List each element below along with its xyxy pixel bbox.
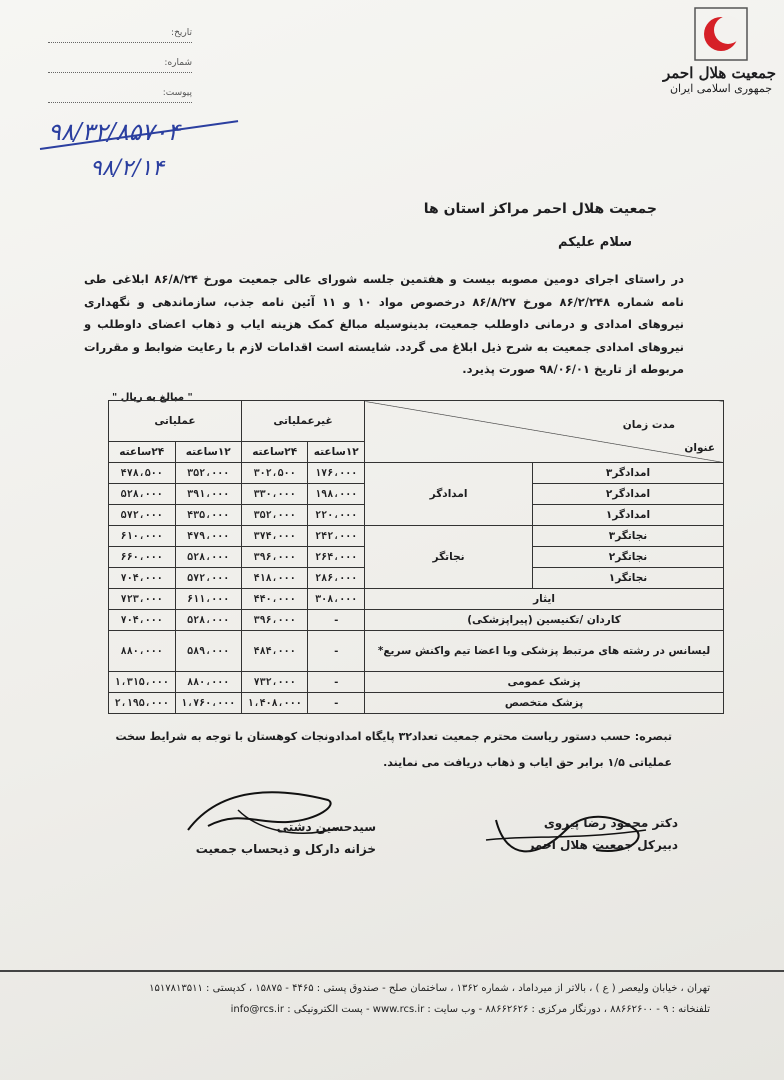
row-title: لیسانس در رشته های مرتبط پزشکی وبا اعضا تیم واکنش سریع* [365, 631, 724, 672]
table-row [109, 610, 724, 631]
cell-non-op-24h: ۴۸۴،۰۰۰ [241, 631, 307, 672]
footnote-text: حسب دستور ریاست محترم جمعیت تعداد۳۲ پایگاه امدادونجات کوهستان با توجه به شرایط سخت عملیاتی ۱/۵ برابر حق ایاب و ذهاب دریافت می نمایند. [115, 730, 672, 769]
cell-non-op-12h: ۲۸۶،۰۰۰ [308, 568, 365, 589]
cell-op-12h: ۵۷۲،۰۰۰ [175, 568, 241, 589]
date-field [48, 26, 192, 43]
header-op-24h: ۲۴ساعته [109, 442, 176, 463]
row-title: نجاتگر۱ [533, 568, 724, 589]
header-operational: عملیاتی [109, 401, 242, 442]
cell-non-op-24h: ۷۳۲،۰۰۰ [241, 672, 307, 693]
header-title: عنوان [684, 442, 715, 454]
group-label-amdadgar: امدادگر [365, 463, 533, 526]
table-row [109, 589, 724, 610]
footer [70, 978, 710, 1020]
cell-non-op-24h: ۳۹۶،۰۰۰ [241, 547, 307, 568]
cell-op-12h: ۳۵۲،۰۰۰ [175, 463, 241, 484]
red-crescent-logo-icon [693, 6, 749, 62]
signer-left-title: خزانه دارکل و ذیحساب جمعیت [195, 842, 376, 856]
row-title: ایثار [365, 589, 724, 610]
handwritten-date: ۹۸/۲/۱۴ [90, 156, 164, 181]
cell-op-24h: ۲،۱۹۵،۰۰۰ [109, 693, 176, 714]
table-row [109, 672, 724, 693]
cell-op-12h: ۶۱۱،۰۰۰ [175, 589, 241, 610]
signature-left [186, 816, 376, 860]
cell-op-24h: ۶۶۰،۰۰۰ [109, 547, 176, 568]
cell-op-24h: ۱،۳۱۵،۰۰۰ [109, 672, 176, 693]
recipient: جمعیت هلال احمر مراکز استان ها [423, 201, 657, 217]
cell-non-op-24h: ۳۵۲،۰۰۰ [241, 505, 307, 526]
attachment-field [48, 86, 192, 103]
header-non-operational: غیرعملیاتی [241, 401, 364, 442]
signer-left-name: سیدحسین دشتی [276, 820, 376, 834]
signature-right [488, 812, 678, 856]
org-country: جمهوری اسلامی ایران [669, 82, 773, 95]
cell-non-op-24h: ۳۳۰،۰۰۰ [241, 484, 307, 505]
cell-op-12h: ۵۸۹،۰۰۰ [175, 631, 241, 672]
footnote-label: تبصره: [634, 730, 672, 743]
cell-op-12h: ۳۹۱،۰۰۰ [175, 484, 241, 505]
header-diagonal-cell [365, 401, 724, 463]
cell-non-op-24h: ۴۱۸،۰۰۰ [241, 568, 307, 589]
cell-non-op-12h: ۳۰۸،۰۰۰ [308, 589, 365, 610]
date-label: تاریخ: [171, 28, 192, 38]
row-title: نجاتگر۲ [533, 547, 724, 568]
footer-contact: تلفنخانه : ۹ - ۸۸۶۶۲۶۰۰ ، دورنگار مرکزی : ۸۸۶۶۲۶۲۶ - وب سایت : www.rcs.ir - پست الکترونیکی : info@rcs.ir [230, 1004, 710, 1015]
cell-non-op-24h: ۳۹۶،۰۰۰ [241, 610, 307, 631]
header-op-12h: ۱۲ساعته [175, 442, 241, 463]
cell-non-op-12h: ۲۲۰،۰۰۰ [308, 505, 365, 526]
cell-op-12h: ۸۸۰،۰۰۰ [175, 672, 241, 693]
attachment-label: پیوست: [162, 88, 192, 98]
table-row [109, 693, 724, 714]
cell-non-op-24h: ۱،۴۰۸،۰۰۰ [241, 693, 307, 714]
cell-non-op-12h: - [308, 672, 365, 693]
cell-non-op-12h: ۱۹۸،۰۰۰ [308, 484, 365, 505]
table-row [109, 463, 724, 484]
cell-op-24h: ۴۷۸،۵۰۰ [109, 463, 176, 484]
number-label: شماره: [164, 58, 192, 68]
row-title: امدادگر۳ [533, 463, 724, 484]
row-title: کاردان /تکنیسین (پیراپزشکی) [365, 610, 724, 631]
cell-non-op-12h: - [308, 631, 365, 672]
cell-op-24h: ۸۸۰،۰۰۰ [109, 631, 176, 672]
header-non-op-12h: ۱۲ساعته [308, 442, 365, 463]
cell-non-op-24h: ۳۰۲،۵۰۰ [241, 463, 307, 484]
cell-op-24h: ۷۰۴،۰۰۰ [109, 568, 176, 589]
cell-non-op-12h: ۲۴۲،۰۰۰ [308, 526, 365, 547]
cell-op-12h: ۱،۷۶۰،۰۰۰ [175, 693, 241, 714]
header-non-op-24h: ۲۴ساعته [241, 442, 307, 463]
cell-op-12h: ۵۲۸،۰۰۰ [175, 610, 241, 631]
cell-op-12h: ۵۲۸،۰۰۰ [175, 547, 241, 568]
table-row [109, 526, 724, 547]
table-header-row [109, 401, 724, 442]
group-label-nejatgar: نجاتگر [365, 526, 533, 589]
cell-op-12h: ۴۷۹،۰۰۰ [175, 526, 241, 547]
org-name: جمعیت هلال احمر [662, 64, 776, 82]
cell-non-op-12h: ۱۷۶،۰۰۰ [308, 463, 365, 484]
row-title: پزشک عمومی [365, 672, 724, 693]
cell-op-12h: ۴۳۵،۰۰۰ [175, 505, 241, 526]
number-field [48, 56, 192, 73]
cell-non-op-24h: ۴۴۰،۰۰۰ [241, 589, 307, 610]
signer-right-title: دبیرکل جمعیت هلال احمر [527, 838, 678, 852]
handwritten-number: ۹۸/۳۲/۸۵۷۰۴ [48, 118, 181, 146]
fee-table-body [109, 463, 724, 714]
row-title: امدادگر۱ [533, 505, 724, 526]
cell-op-24h: ۵۲۸،۰۰۰ [109, 484, 176, 505]
cell-non-op-12h: - [308, 693, 365, 714]
cell-non-op-12h: ۲۶۴،۰۰۰ [308, 547, 365, 568]
cell-op-24h: ۷۰۴،۰۰۰ [109, 610, 176, 631]
cell-op-24h: ۵۷۲،۰۰۰ [109, 505, 176, 526]
footer-divider [0, 970, 784, 972]
row-title: پزشک متخصص [365, 693, 724, 714]
row-title: نجاتگر۳ [533, 526, 724, 547]
footer-address: تهران ، خیابان ولیعصر ( ع ) ، بالاتر از میرداماد ، شماره ۱۳۶۲ ، ساختمان صلح - صندوق پستی : ۴۴۶۵ - ۱۵۸۷۵ ، کدپستی : ۱۵۱۷۸۱۳۵۱۱ [149, 983, 710, 994]
cell-op-24h: ۷۲۳،۰۰۰ [109, 589, 176, 610]
fee-table [108, 400, 724, 714]
table-row [109, 631, 724, 672]
letter-body: در راستای اجرای دومین مصوبه بیست و هفتمین جلسه شورای عالی جمعیت مورخ ۸۶/۸/۲۴ ابلاغی طی نامه شماره ۸۶/۲/۲۴۸ مورخ ۸۶/۸/۲۷ درخصوص مواد ۱۰ و ۱۱ آئین نامه جذب، سازماندهی و نگهداری نیروهای امدادی و درمانی داوطلب جمعیت، بدینوسیله مبالغ کمک هزینه ایاب و ذهاب اعضای داوطلب و نیروهای امدادی جمعیت به شرح ذیل ابلاغ می گردد. شایسته است اقدامات لازم با رعایت ضوابط و مقررات مربوطه از تاریخ ۹۸/۰۶/۰۱ صورت پذیرد. [84, 272, 684, 376]
cell-non-op-24h: ۳۷۴،۰۰۰ [241, 526, 307, 547]
cell-non-op-12h: - [308, 610, 365, 631]
signer-right-name: دکتر محمود رضا پیروی [543, 816, 678, 830]
letterhead-logo [662, 6, 776, 95]
cell-op-24h: ۶۱۰،۰۰۰ [109, 526, 176, 547]
row-title: امدادگر۲ [533, 484, 724, 505]
amount-unit-note: " مبالغ به ریال " [112, 392, 193, 403]
greeting: سلام علیکم [558, 235, 632, 250]
header-duration: مدت زمان [622, 419, 675, 431]
footnote [92, 724, 672, 776]
